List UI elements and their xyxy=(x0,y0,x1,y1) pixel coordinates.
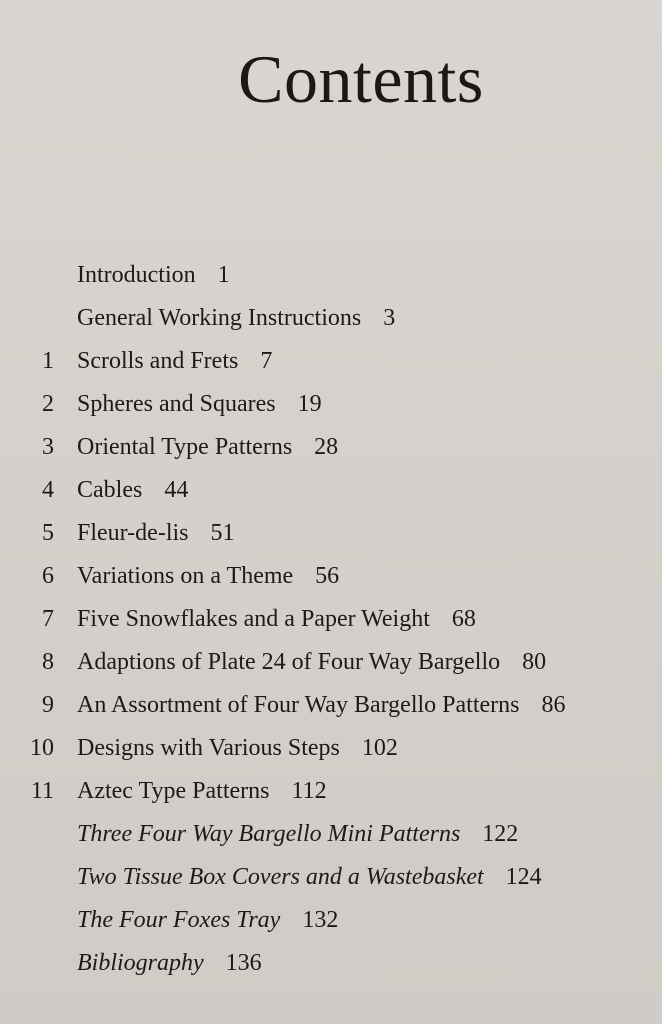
page-number: 136 xyxy=(225,950,262,976)
entry-title: Three Four Way Bargello Mini Patterns xyxy=(77,821,461,847)
entry-title: Spheres and Squares xyxy=(77,391,276,417)
page-title: Contents xyxy=(238,41,484,117)
page-number: 122 xyxy=(482,821,519,847)
entry-title: An Assortment of Four Way Bargello Patterns xyxy=(77,692,520,718)
page-number: 51 xyxy=(210,520,235,546)
page-number: 86 xyxy=(541,692,566,718)
entry-title: Cables xyxy=(77,477,143,503)
chapter-number: 2 xyxy=(42,391,54,417)
entry-title: Two Tissue Box Covers and a Wastebasket xyxy=(77,864,484,890)
chapter-number: 6 xyxy=(42,563,54,589)
entry-title: Adaptions of Plate 24 of Four Way Bargello xyxy=(77,649,501,675)
page-number: 132 xyxy=(302,907,339,933)
toc-entry xyxy=(0,469,662,512)
entry-title: Five Snowflakes and a Paper Weight xyxy=(77,606,430,632)
toc-entry xyxy=(0,297,662,340)
page-number: 124 xyxy=(505,864,542,890)
entry-title: Variations on a Theme xyxy=(77,563,294,589)
page-number: 3 xyxy=(383,305,396,331)
toc-entry xyxy=(0,813,662,856)
entry-title: Fleur-de-lis xyxy=(77,520,189,546)
toc-entry xyxy=(0,684,662,727)
chapter-number: 8 xyxy=(42,649,54,675)
toc-entry xyxy=(0,770,662,813)
toc-entry xyxy=(0,727,662,770)
entry-title: Scrolls and Frets xyxy=(77,348,239,374)
toc-entry xyxy=(0,555,662,598)
entry-title: Introduction xyxy=(77,262,196,288)
page-number: 102 xyxy=(361,735,398,761)
chapter-number: 5 xyxy=(42,520,54,546)
chapter-number: 1 xyxy=(42,348,54,374)
entry-title: The Four Foxes Tray xyxy=(77,907,281,933)
table-of-contents xyxy=(0,254,662,985)
toc-entry xyxy=(0,512,662,555)
chapter-number: 11 xyxy=(30,778,54,804)
toc-entry xyxy=(0,254,662,297)
page-number: 44 xyxy=(164,477,189,503)
page-number: 28 xyxy=(314,434,339,460)
toc-entry xyxy=(0,942,662,985)
toc-entry xyxy=(0,383,662,426)
page-number: 56 xyxy=(315,563,340,589)
toc-entry xyxy=(0,426,662,469)
page-number: 68 xyxy=(451,606,476,632)
entry-title: Aztec Type Patterns xyxy=(77,778,270,804)
chapter-number: 10 xyxy=(30,735,54,761)
toc-entry xyxy=(0,598,662,641)
page-number: 112 xyxy=(291,778,327,804)
entry-title: Bibliography xyxy=(77,950,204,976)
toc-entry xyxy=(0,641,662,684)
chapter-number: 7 xyxy=(42,606,54,632)
page-number: 7 xyxy=(260,348,273,374)
toc-entry xyxy=(0,340,662,383)
page-number: 19 xyxy=(297,391,322,417)
entry-title: General Working Instructions xyxy=(77,305,362,331)
page-number: 80 xyxy=(522,649,547,675)
toc-entry xyxy=(0,856,662,899)
entry-title: Designs with Various Steps xyxy=(77,735,340,761)
toc-entry xyxy=(0,899,662,942)
chapter-number: 9 xyxy=(42,692,54,718)
entry-title: Oriental Type Patterns xyxy=(77,434,293,460)
chapter-number: 4 xyxy=(42,477,54,503)
chapter-number: 3 xyxy=(42,434,54,460)
page-number: 1 xyxy=(217,262,230,288)
